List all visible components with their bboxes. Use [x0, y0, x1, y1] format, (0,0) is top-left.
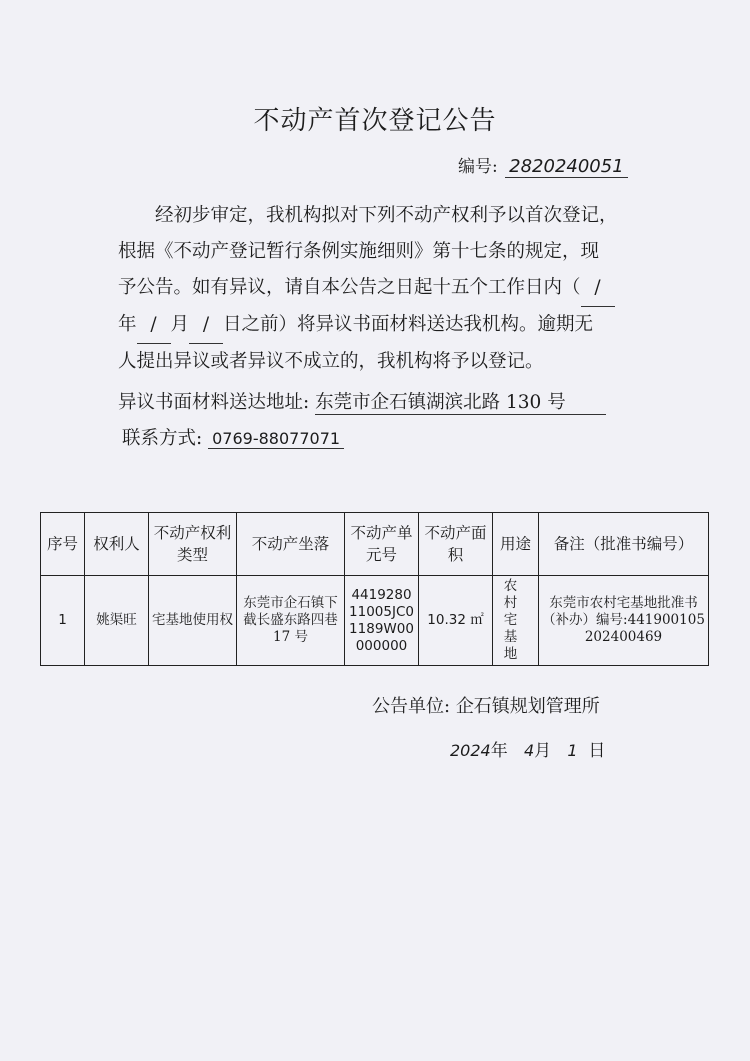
cell-seq: 1 [41, 576, 85, 666]
body-line-2: 根据《不动产登记暂行条例实施细则》第十七条的规定，现 [118, 241, 600, 262]
header-holder: 权利人 [85, 513, 149, 576]
document-number-value: 2820240051 [505, 156, 628, 178]
notice-title: 不动产首次登记公告 [253, 106, 497, 136]
objection-address [118, 388, 606, 415]
notice-body [118, 198, 718, 380]
body-line-5: 人提出异议或者异议不成立的，我机构将予以登记。 [118, 351, 544, 372]
date-day: 1 [567, 741, 578, 760]
registration-table [40, 512, 709, 666]
header-unit-no: 不动产单元号 [345, 513, 419, 576]
date-day-label: 日 [588, 741, 606, 761]
document-number [458, 152, 628, 178]
body-line-3: 予公告。如有异议，请自本公告之日起十五个工作日内（ / [118, 270, 718, 307]
cell-right-type: 宅基地使用权 [149, 576, 237, 666]
announcer-label: 公告单位: [372, 696, 451, 717]
address-label: 异议书面材料送达地址: [118, 392, 310, 413]
body-line-1: 经初步审定，我机构拟对下列不动产权利予以首次登记， [155, 205, 618, 226]
date-year-label: 年 [490, 741, 508, 761]
header-location: 不动产坐落 [237, 513, 345, 576]
cell-unit-no: 441928011005JC01189W00000000 [345, 576, 419, 666]
date-month: 4 [523, 741, 535, 760]
date-year: 2024 [450, 741, 491, 760]
document-number-label: 编号: [458, 157, 498, 177]
header-usage: 用途 [493, 513, 539, 576]
table-row [41, 576, 709, 666]
cell-usage: 农村宅基地 [493, 576, 539, 666]
address-value: 东莞市企石镇湖滨北路 130 号 [315, 388, 606, 415]
announcer-value: 企石镇规划管理所 [455, 696, 600, 717]
blank-year: / [581, 270, 615, 307]
contact-info [122, 424, 344, 450]
cell-holder: 姚渠旺 [85, 576, 149, 666]
header-right-type: 不动产权利类型 [149, 513, 237, 576]
cell-remark: 东莞市农村宅基地批准书（补办）编号:441900105202400469 [539, 576, 709, 666]
blank-month: / [137, 307, 171, 344]
body-line-4: 年 / 月 / 日之前）将异议书面材料送达我机构。逾期无 [118, 307, 718, 344]
contact-phone: 0769-88077071 [208, 429, 344, 449]
cell-location: 东莞市企石镇下截长盛东路四巷 17 号 [237, 576, 345, 666]
notice-date [450, 736, 605, 761]
blank-day: / [189, 307, 223, 344]
table-header-row [41, 513, 709, 576]
contact-label: 联系方式: [122, 428, 203, 449]
cell-area: 10.32 ㎡ [419, 576, 493, 666]
date-month-label: 月 [534, 741, 552, 761]
header-area: 不动产面积 [419, 513, 493, 576]
header-seq: 序号 [41, 513, 85, 576]
header-remark: 备注（批准书编号） [539, 513, 709, 576]
announcing-unit [372, 692, 600, 718]
